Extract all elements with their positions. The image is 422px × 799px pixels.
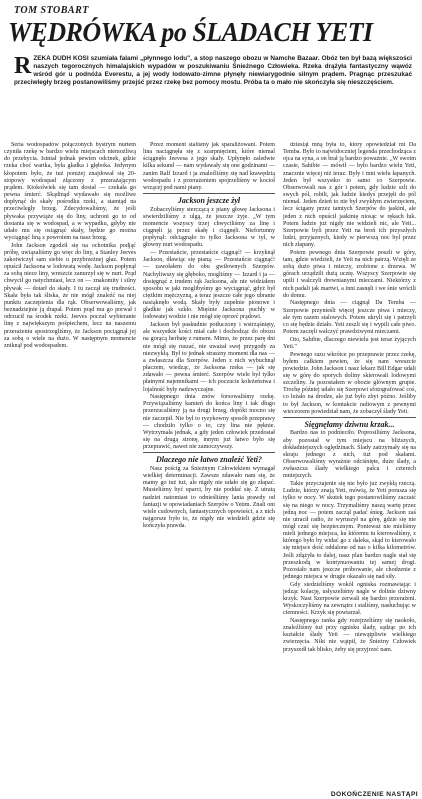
subheading: Jackson jeszcze żył (177, 196, 241, 206)
paragraph: Potem pewnego dnia Szerpowie poszli w góry, tam, gdzie wiedzieli, że Yeti na nich patrzą. Wzięli ze sobą dużo piwa i mieczy, zrobione z drzewa. W górach urządzili dużą ucztę. Wszyscy Szerpowie się upili i walczyli drewnianymi mieczami. Niektórzy z nich padali jak martwi, a inni zasnęli i we śnie wrócili do domu. (283, 249, 416, 299)
paragraph: Seria wodospadów połączonych bystrym nurtem czyniła rzekę w bardzo wielu miejscach niemożliwą do przebycia. Istniał jednak pewien odcinek, gdzie rzeka choć wartka, była gładka i głęboka. Jedynym kłopotem było, że tuż poniżej znajdował się 20-stopowy wodospad złączony z przerażającym prądem. Ktokolwiek się tam dostał — czekała go pewna śmierć. Skądinąd wydawało się możliwe dopłynąć do skały pośrodku rzeki, a stamtąd na przeciwległy brzeg. Zdecydowaliśmy, że jeśli pływaka przywiąże się do liny, uchroni go to od dostania się w wodospad, a w wypadku, gdyby nie udało mu się osiągnąć skały, będzie go można wyciągnąć liną z powrotem na nasz brzeg. (4, 142, 136, 242)
subheading: Dlaczego nie łatwo znaleźć Yeti? (155, 455, 263, 465)
paragraph: Nasz pościg za Śnieżnym Człowiekiem wymagał wielkiej determinacji. Zawsze zdawało nam się, że mamy go tuż tuż, ale nigdy nie udało się go złapać. Musieliśmy być uparci, by nie poddać się. Z utratą nadziei natomiast to odnieśliśmy lania prawdy od fantazji w opowiadaniach Szerpów o Yetim. Znali oni wiele cudownych, fantastycznych opowieści, a z nich najgorsze było to, że nigdy nie wiedzieli gdzie się kończyła prawda. (143, 465, 275, 530)
column-1 (4, 142, 136, 796)
author-byline: TOM STOBART (14, 5, 89, 16)
paragraph: Następnego dnia — ciągnął Da Temba — Szerpowie przynieśli więcej jeszcze piwa i mieczy, ale tym razem stalowych. Potem ukryli się i patrzyli co się będzie działo. Yeti zeszli się i wypili całe piwo. Potem zaczęli walczyć prawdziwymi mieczami. (283, 300, 416, 336)
lead-text: ZEKA DUDH KOSI szumiała falami „płynnego lodu", a stop naszego obozu w Namche Bazaar. Obóz ten był bazą większości naszych tegorocznych himalajskich wypadów w poszukiwaniu Śnieżnego Człowieka. Rzeka drążyła fantastyczny wąwóz wśród gór u podnóża Everestu, a jej wody lodowato-zimne płynęły niewiarygodnie silnym prądem. Pragnąc przeszukać przeciwległy brzeg postanowiliśmy przejść przez rzekę bez pomocy mostu. Próba ta o mało nie skończyła się nieszczęściem. (14, 55, 412, 86)
paragraph: Następnego ranka gdy rozejrzeliśmy się naokoło, znaleźliśmy tuż przy ognisku ślady, sądząc po ich kształcie ślady Yeti — niewątpliwie wielkiego zwierzęcia. Nikt nie wątpił, że Śnieżny Człowiek przyszedł tak blisko, żeby się przyjrzeć nam. (283, 618, 416, 653)
paragraph: Jackson był paskudnie potłuczony i wstrząśnięty, ale wszystkie kości miał całe i dochodząc do obozu na gorącą herbatę z rumem. Mimo, że przez parę dni nie mógł się ruszać, nie uważał swej przygody za niezwykłą. Był to jednak straszny moment dla nas — a zwłaszcza dla Szerpów. Jeden z nich wybuchnął płaczem, wiedząc, że Jacksona rzeka — jak się zdawało — pewna śmierć. Szerpów wiele był tylko płatnymi najemnikami — ich poczucie koleżeństwa i lojalność były nadzwyczajne. (143, 322, 275, 393)
paragraph: dziesiąt mną była to, który opowiedział mi Da Temba. Było to najwidoczniej legenda przechodząca z ojca na syna, a on brał ją bardzo poważnie. „W swoim czasie, Sahibie — mówił — było bardzo wielu Yeti, znacznie więcej niż teraz. Były i mni wielu łapanych. Jeden był wszystko to samo co Szerpowie. Obserwowali nas z gór i potem, gdy ludzie szli do swych pól, robili, jak ludzie kiedyś przejęli do pól niemal. Jeden dzień to nie był zwykłym zwierzęciem, lecz ścigany przez tamtych Szerpów do jaskini, ale jeden z nich opuścił jaskinię niosąc w rękach łuk. Potem ludzie już nigdy nie widzieli nic, ale Yeti... Szerpowie byli przez Yeti na broń ich przyszłych ludzi, przyjaznych, kiedy w pierwszą noc był przez nich złapany. (283, 142, 416, 249)
paragraph: — Przestańcie, przestańcie ciągnąć! — krzyknął Jackson, dławiąc się pianą. — Przestańcie ciągnąć! — zawołałem do obu gwiłownych Szerpów. Nachyliwszy się głęboko, mogliśmy — Izzard i ja — dosięgnąć z trudem rąk Jacksona, ale nie widziałem sposobu w jaki moglibyśmy go wyciągnąć, gdyż był ciężkim mężczyzną, a teraz jeszcze całe jego ubranie nasiąknęło wodą. Skały były zupełnie pionowe i gładkie jak szkło. Mięśnie Jacksona puchły w lodowatej wodzie i nie mógł się oprzeć prądowi. (143, 250, 275, 321)
paragraph: John Jackson zgodził się na ochotnika podjąć próbę, uwiązaliśmy go więc do liny, a Stanley Jeeves zakotwiczył sam siebie u przybrzeżnej głaz. Potem opuścił Jacksona w lodowatą wodę. Jackson popłynął za sobą niece liny, wreszcie zanurzył się w nurt. Prąd chwycił go natychmiast, lecz on — znakomity i silny pływak — dotarł do skały. I tu zaczął się trudności. Skała była tak śliska, że nie mógł znaleźć na niej punktu zaczepienia dla rąk. Obserwowaliśmy, jak beznadziejnie ją drapał. Potem prąd mu go porwał i odrzucił na środek rzeki. Jeeves poczuł wybieranie linę z największym pośpiechem, lecz na naszemu przerażeniu spostrzegliśmy, że Jackson pociągnął jej za sobą o wiele na dużo. W następnym momencie zniknął pod wodospadem. (4, 242, 136, 349)
paragraph: Pewnego razu wkrótce po przeprawie przez rzekę, byłem całkiem pewien, że się nam wreszcie powiedzie. John Jackson i nasz lekarz Bill Edgar udali się w górę do sporych doliny skierowali lodowymi szczeliny. Ja pozostałem w obozie głównym grupie. Trochę później udało się Szerpowi sfotografować coś, co leżało na drodze, ale już było zbyt późno. Jeśliby to był Jackson, w kontakcie radiowym z pewnymi wieczorem powiedział nam, że zobaczył ślady Yeti. (283, 351, 416, 415)
paragraph: Zobaczyliśmy sterczącą z piany głowę Jacksona i stwierdziliśmy z ulgą, że jeszcze żyje. „W tym momencie wszyscy trzej chwyciliśmy za linę i ciągnęli ją przez skałę i ciągnęli. Niefortunny popłynął: odciągnąło to tylko Jacksona w tył, w głowny nurt wodospadu. (143, 206, 275, 249)
column-2 (143, 142, 275, 796)
article-lead (14, 55, 412, 87)
paragraph: Przez moment staliśmy jak sparaliżowani. Potem lina naciągnęła się z szarpnięciem, które niemal ściągnęło Jeevesa z jego skały. Upłynęło zaledwie kilka sekund — nam wydawały się one godzinami — zanim Ralf Izzard i ja znaleźliśmy się nad krawędzią wodospadu i z przerażeniem spojrzeliśmy w kocioł wrzącej pod nami piany. (143, 142, 275, 191)
divider (283, 417, 416, 418)
continued-note: DOKOŃCZENIE NASTĄPI (330, 791, 418, 798)
divider (143, 193, 275, 194)
lead-dropcap: R (14, 53, 32, 79)
subheading: Sięgnęłamy dziwnu krzak... (304, 419, 395, 429)
paragraph: Następnego dnia znów forsowaliśmy rzekę. Przywiązaliśmy kamień do końca liny i tak długo przerzucaliśmy ją na drugi brzeg, dopóki mocno się nie zaczepił. Nie był to ryzykowny sposób przeprawy — chodziło tylko o to, czy lina nie pęknie. Wytrzymała jednak, a gdy jeden człowiek przedostał się na drugą stronę, innym już łatwo było się przeprawić, nawet nie zamoczywszy. (143, 394, 275, 451)
column-3 (283, 142, 416, 796)
paragraph: Gdy siedzieliśmy wokół ogniska rozmawiając i jedząc kolację, usłyszeliśmy nagle w dolinie dziwny krzyk. Nasi Szerpowie zerwali się bardzo przerażeni. Wyskoczyliśmy na zewnątrz i staliśmy, nasłuchując w ciemności. Krzyk się powtarzał. (283, 581, 416, 617)
paragraph: Bardzo nas to podnieciło. Poprosiliśmy Jacksona, aby pozostał w tym miejscu na bliższych, dokładniejszych oględzinach. Ślady zatrzymały się na skraju jednego z nich, tuż pod skałami. Obserwowaliśmy wyraźnie odciśnięte, duże ślady, a zwłaszcza ślady wielkiego palca i czterech mniejszych. (283, 430, 416, 480)
article-headline: WĘDRÓWKA po ŚLADACH YETI (8, 17, 373, 47)
paragraph: Takie przyczajenie się nie było już zwykłą rzeczą. Ludzie, którzy znają Yeti, mówią, że Yeti porusza się tylko w nocy. W skutek tego postanowiliśmy zaczaić się na niego w nocy. Trzymaliśmy naszą wartę przez jedną noc — potem zaczął padać śnieg. Jackson zaś nie utracił radio, że wyruszył na górę, gdzie się nie mógł czuć się bezpiecznym. Ponieważ nie mieliśmy mieli jednego miejsca, ku któremu tu kierowaliśmy, z którego było by widać go z daleka, skąd to kierowało się miejsce dość oddalone od nas o kilka kilometrów. Jeśli zdążyła to dalej, nasz plan bardzo nagle stał się przeszkodą w kontynuowaniu tej samej drogi. Pozostało nam jeszcze próbowanie, ale chodzenie z jednego miejsca w drugie okazało się nad siły. (283, 481, 416, 581)
divider (143, 452, 275, 453)
paragraph: Oto, Sahibie, dlaczego niewielu jest teraz żyjących Yeti." (283, 336, 416, 350)
